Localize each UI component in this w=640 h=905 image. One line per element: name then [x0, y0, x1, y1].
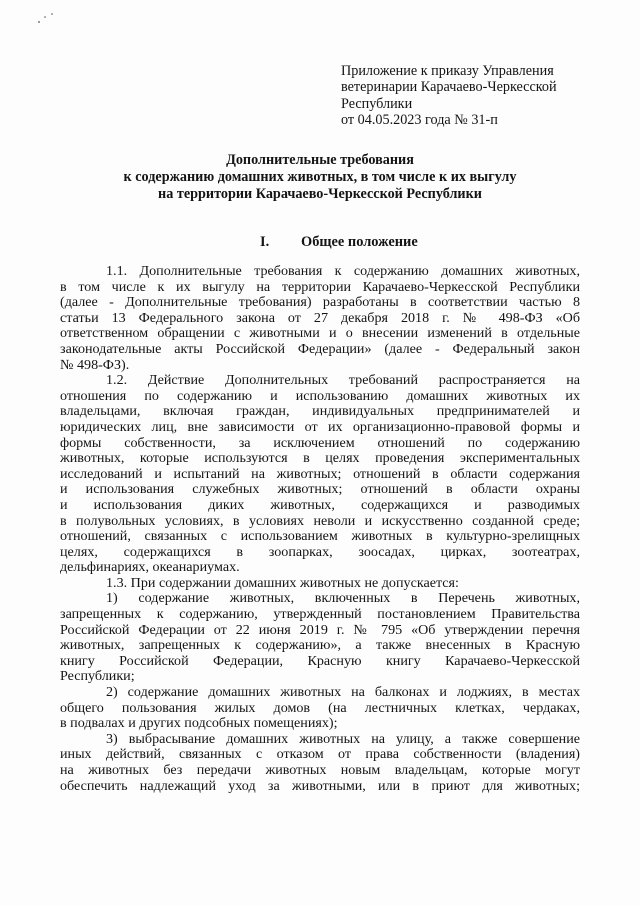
body-line: запрещенных к содержанию, утвержденный постановлением Правительства	[60, 606, 580, 623]
body-line: дельфинариях, океанариумах.	[60, 559, 240, 576]
body-line: 1) содержание животных, включенных в Перечень животных,	[106, 590, 580, 607]
body-line: юридических лиц, вне зависимости от их организационно-правовой формы и	[60, 418, 580, 435]
body-line: в полувольных условиях, в условиях неволи и искусственно созданной среде;	[60, 512, 580, 529]
body-line: № 498-ФЗ).	[60, 356, 130, 373]
body-line: 1.2. Действие Дополнительных требований распространяется на	[106, 372, 580, 389]
body-line: законодательные акты Российской Федерации» (далее - Федеральный закон	[60, 340, 580, 357]
body-line: Российской Федерации от 22 июня 2019 г. № 795 «Об утверждении перечня	[60, 621, 580, 638]
body-line: общего пользования жилых домов (на лестничных клетках, чердаках,	[60, 699, 580, 716]
body-line: животных, запрещенных к содержанию», а также внесенных в Красную	[60, 637, 580, 654]
body-line: и использования диких животных, содержащихся и разводимых	[60, 496, 580, 513]
document-body	[60, 264, 580, 794]
title-line: на территории Карачаево-Черкесской Республики	[158, 186, 482, 202]
body-line: 1.3. При содержании домашних животных не допускается:	[106, 574, 459, 591]
appendix-line: Приложение к приказу Управления	[341, 63, 554, 79]
appendix-line: ветеринарии Карачаево-Черкесской	[341, 79, 557, 96]
body-line: Республики;	[60, 668, 135, 685]
scan-specks	[36, 12, 56, 26]
body-line: в подвалах и других подсобных помещениях);	[60, 715, 338, 732]
section-name: Общее положение	[301, 234, 418, 250]
appendix-line: от 04.05.2023 года № 31-п	[341, 111, 498, 128]
body-line: отношений, связанных с использованием животных в культурно-зрелищных	[60, 528, 580, 545]
body-line: (далее - Дополнительные требования) разработаны в соответствии частью 8	[60, 294, 580, 311]
title-line: Дополнительные требования	[226, 152, 414, 168]
appendix-line: Республики	[341, 95, 413, 112]
body-line: книгу Российской Федерации, Красную книгу Карачаево-Черкесской	[60, 652, 580, 669]
body-line: 2) содержание домашних животных на балконах и лоджиях, в местах	[106, 684, 580, 701]
body-line: владельцами, включая граждан, индивидуальных предпринимателей и	[60, 403, 580, 420]
body-line: в том числе к их выгулу на территории Карачаево-Черкесской Республики	[60, 278, 580, 295]
section-number: I.	[260, 234, 270, 250]
appendix-header	[341, 63, 587, 128]
body-line: 3) выбрасывание домашних животных на улицу, а также совершение	[106, 730, 580, 747]
body-line: ответственном обращении с животными и о внесении изменений в отдельные	[60, 325, 580, 342]
body-line: иных действий, связанных с отказом от права собственности (владения)	[60, 746, 580, 763]
body-line: обеспечить надлежащий уход за животными, или в приют для животных;	[60, 777, 580, 794]
body-line: животных, которые используются в целях проведения экспериментальных	[60, 450, 580, 467]
body-line: 1.1. Дополнительные требования к содержанию домашних животных,	[106, 263, 580, 279]
body-line: целях, содержащихся в зоопарках, зоосадах, цирках, зоотеатрах,	[60, 543, 580, 560]
body-line: исследований и испытаний на животных; отношений в области содержания	[60, 465, 580, 482]
document-title	[60, 152, 580, 203]
body-line: отношения по содержанию и использованию домашних животных их	[60, 387, 580, 404]
body-line: на животных без передачи животных новым владельцам, которые могут	[60, 762, 580, 778]
body-line: статьи 13 Федерального закона от 27 декабря 2018 г. № 498-ФЗ «Об	[60, 309, 580, 326]
body-line: формы собственности, за исключением отношений по содержанию	[60, 434, 580, 451]
title-line: к содержанию домашних животных, в том числе к их выгулу	[123, 169, 517, 185]
body-line: и использования служебных животных; отношений в области охраны	[60, 481, 580, 498]
